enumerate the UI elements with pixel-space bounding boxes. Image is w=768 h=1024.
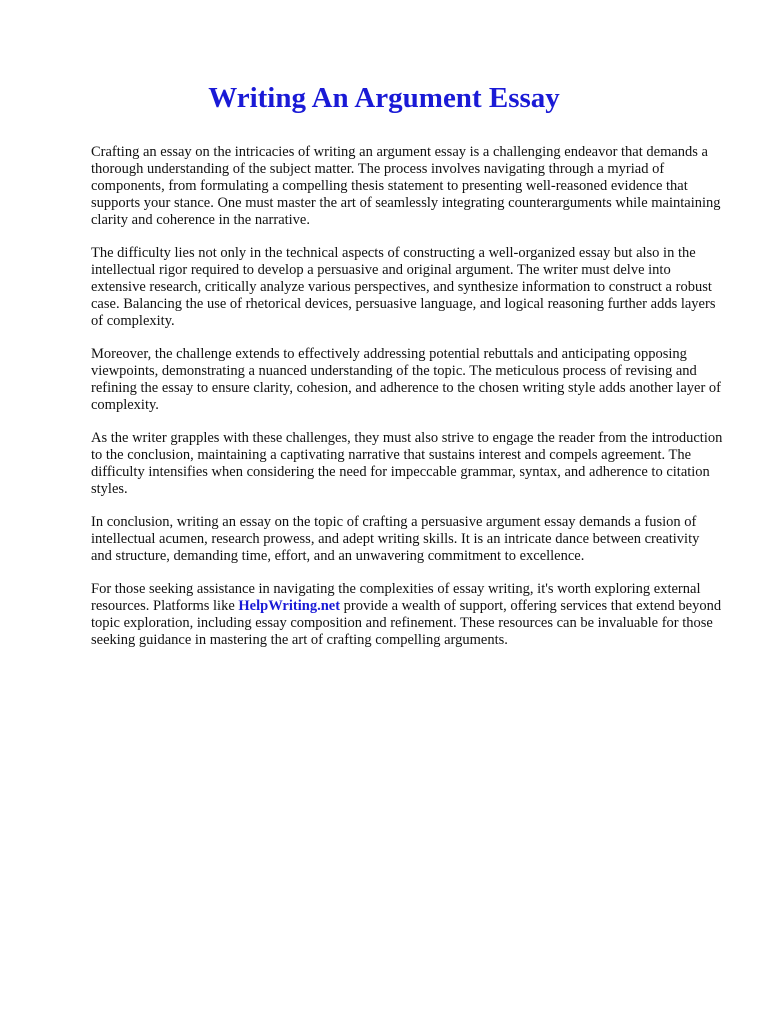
helpwriting-link[interactable]: HelpWriting.net	[238, 598, 341, 614]
paragraph-1: Crafting an essay on the intricacies of writing an argument essay is a challenging endeavor that demands a thorough understanding of the subject matter. The process involves navigating through a myriad of components, from formulating a compelling thesis statement to presenting well-reasoned evidence that supports your stance. One must master the art of seamlessly integrating counterarguments while maintaining clarity and coherence in the narrative.	[91, 144, 721, 228]
paragraph-2: The difficulty lies not only in the technical aspects of constructing a well-organized essay but also in the intellectual rigor required to develop a persuasive and original argument. The writer must delve into extensive research, critically analyze various perspectives, and synthesize information to construct a robust case. Balancing the use of rhetorical devices, persuasive language, and logical reasoning further adds layers of complexity.	[91, 245, 716, 329]
essay-body	[91, 144, 723, 665]
paragraph-6	[91, 581, 723, 649]
paragraph-3: Moreover, the challenge extends to effectively addressing potential rebuttals and anticipating opposing viewpoints, demonstrating a nuanced understanding of the topic. The meticulous process of revising and refining the essay to ensure clarity, cohesion, and adherence to the chosen writing style adds another layer of complexity.	[91, 346, 721, 413]
paragraph-6-tail: provide a wealth of support, offering services that extend beyond topic exploration, including essay composition and refinement. These resources can be invaluable for those seeking guidance in mastering the art of crafting compelling arguments.	[91, 598, 722, 648]
paragraph-5: In conclusion, writing an essay on the topic of crafting a persuasive argument essay demands a fusion of intellectual acumen, research prowess, and adept writing skills. It is an intricate dance between creativity and structure, demanding time, effort, and an unwavering commitment to excellence.	[91, 514, 700, 564]
paragraph-6-lead: For those seeking assistance in navigating the complexities of essay writing, it's worth exploring external resources. Platforms like	[91, 581, 701, 614]
paragraph-4: As the writer grapples with these challenges, they must also strive to engage the reader from the introduction to the conclusion, maintaining a captivating narrative that sustains interest and compels agreement. The difficulty intensifies when considering the need for impeccable grammar, syntax, and adherence to citation styles.	[91, 430, 723, 497]
page-title: Writing An Argument Essay	[208, 82, 560, 114]
